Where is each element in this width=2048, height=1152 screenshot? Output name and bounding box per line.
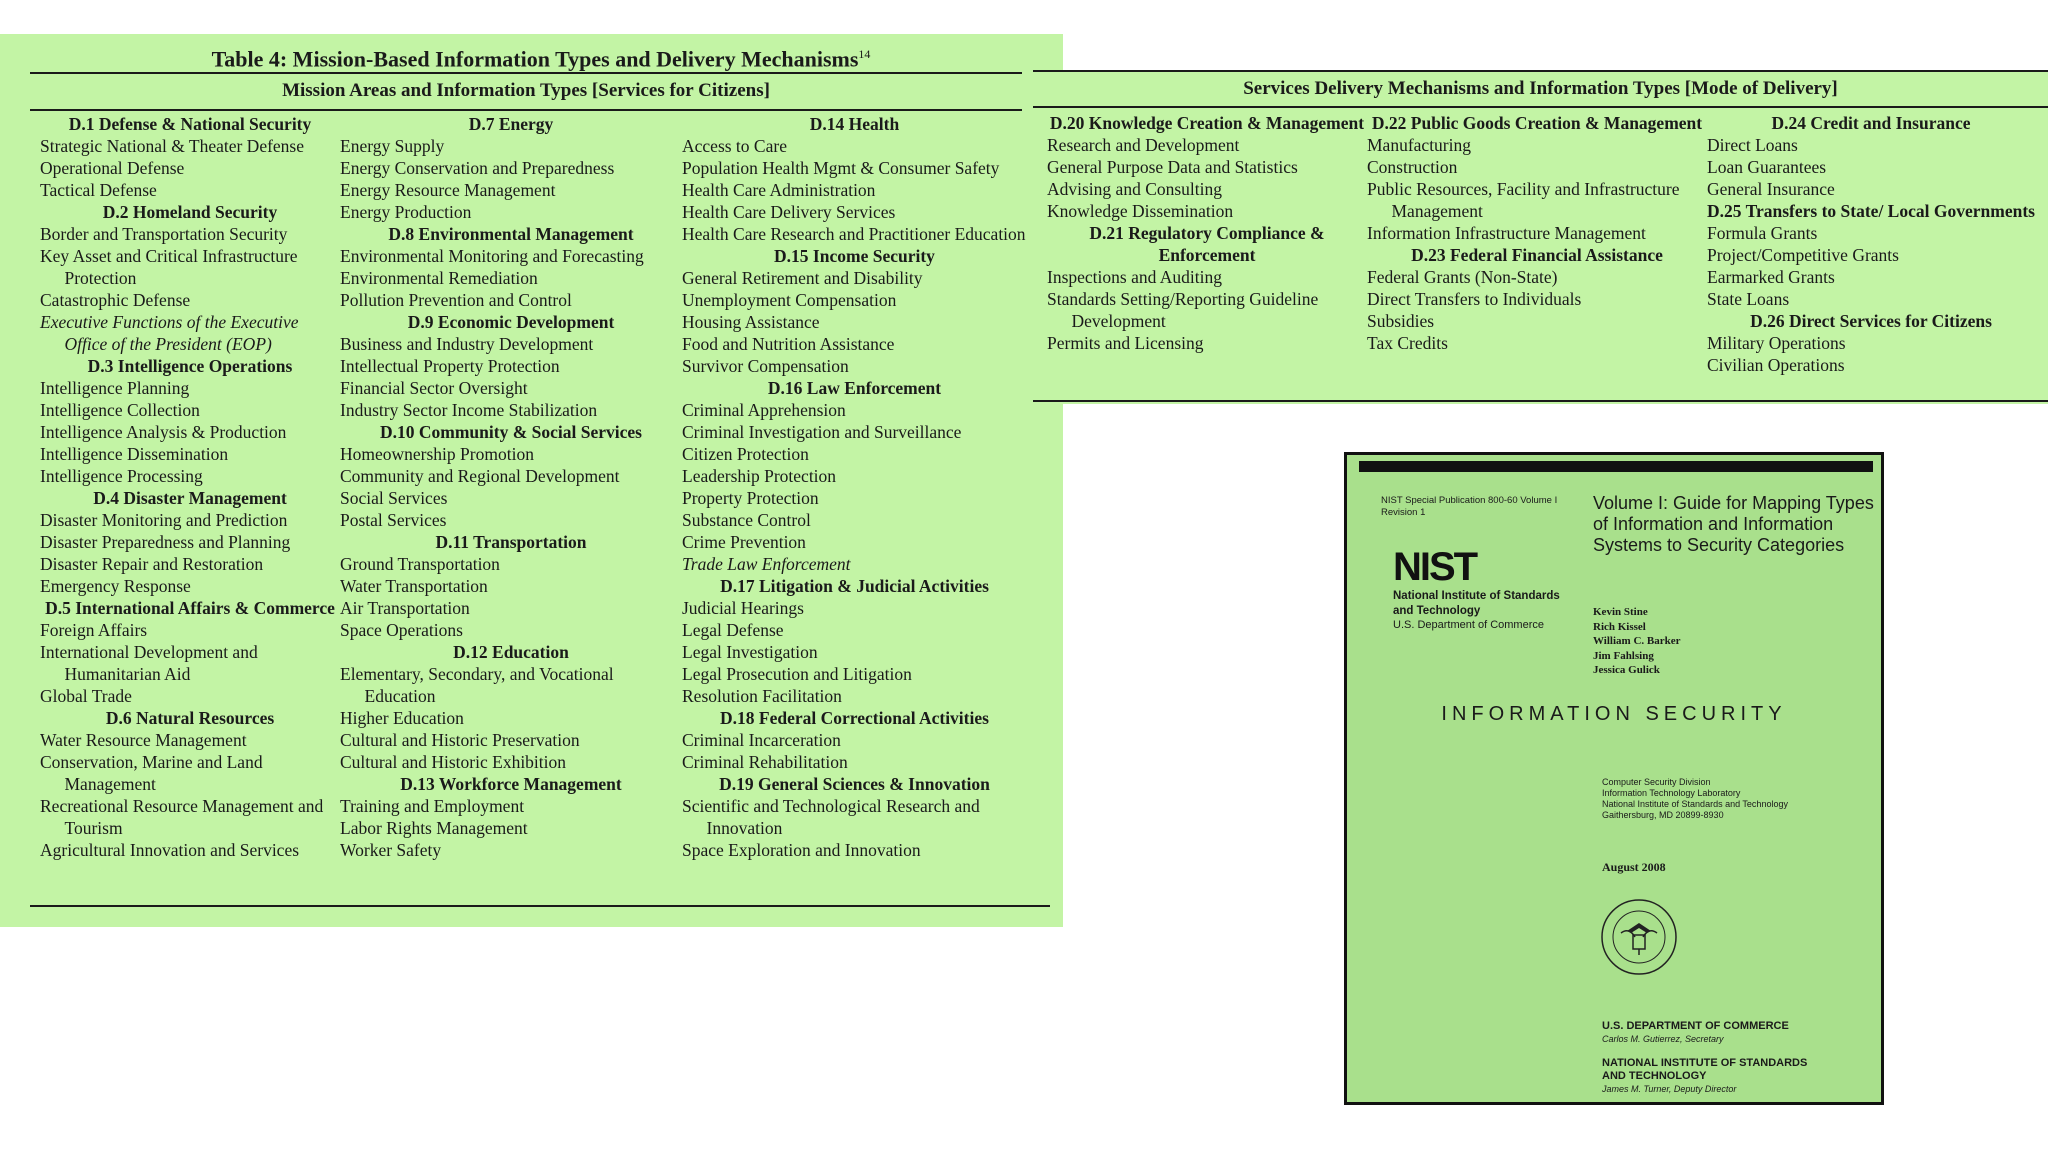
information-type: General Purpose Data and Statistics: [1047, 157, 1298, 177]
information-type: Worker Safety: [340, 840, 442, 860]
information-type: Social Services: [340, 488, 448, 508]
category-heading: D.14 Health: [809, 114, 900, 134]
information-type: Inspections and Auditing: [1047, 267, 1222, 287]
information-type: Health Care Administration: [682, 180, 876, 200]
information-type: Intelligence Planning: [40, 378, 190, 398]
department-heading: U.S. DEPARTMENT OF COMMERCE: [1602, 1020, 1789, 1032]
category-group: [682, 113, 1027, 245]
information-type: Population Health Mgmt & Consumer Safety: [682, 158, 1000, 178]
author-name: Kevin Stine: [1593, 606, 1648, 618]
information-type: Catastrophic Defense: [40, 290, 191, 310]
information-type: Unemployment Compensation: [682, 290, 897, 310]
information-type: International Development and Humanitarian Aid: [40, 642, 258, 684]
information-type: Criminal Incarceration: [682, 730, 841, 750]
department-block: [1602, 1020, 1789, 1046]
information-type: General Insurance: [1707, 179, 1835, 199]
mission-columns: [40, 113, 1040, 861]
category-group: [682, 245, 1027, 377]
information-type: Water Resource Management: [40, 730, 247, 750]
nist-logo: NIST: [1393, 545, 1477, 589]
commerce-seal-icon: [1599, 897, 1679, 977]
division-line: Computer Security Division: [1602, 777, 1711, 787]
information-type: Knowledge Dissemination: [1047, 201, 1234, 221]
information-type: Postal Services: [340, 510, 447, 530]
information-type: Health Care Research and Practitioner Education: [682, 224, 1026, 244]
information-type: Intelligence Analysis & Production: [40, 422, 287, 442]
column: [1707, 112, 2035, 376]
author-list: [1593, 605, 1680, 678]
information-type: Disaster Preparedness and Planning: [40, 532, 291, 552]
information-type: Financial Sector Oversight: [340, 378, 528, 398]
category-group: [40, 113, 340, 201]
category-heading: D.10 Community & Social Services: [380, 422, 642, 442]
volume-title: Volume I: Guide for Mapping Types of Information and Information Systems to Security Categories: [1593, 493, 1874, 555]
publication-series: NIST Special Publication 800-60 Volume I Revision 1: [1381, 495, 1558, 518]
information-type: Construction: [1367, 157, 1458, 177]
column: [340, 113, 682, 861]
category-group: [40, 597, 340, 707]
mission-areas-subtitle: Mission Areas and Information Types [Services for Citizens]: [282, 80, 770, 101]
information-type: Energy Production: [340, 202, 472, 222]
divider: [30, 905, 1050, 907]
information-type: Direct Loans: [1707, 135, 1798, 155]
column: [1047, 112, 1367, 376]
category-group: [1707, 310, 2035, 376]
information-type: Foreign Affairs: [40, 620, 148, 640]
information-type: Global Trade: [40, 686, 132, 706]
institute-heading: NATIONAL INSTITUTE OF STANDARDS AND TECHNOLOGY: [1602, 1057, 1808, 1082]
column: [1367, 112, 1707, 376]
category-heading: D.6 Natural Resources: [105, 708, 275, 728]
information-type: Disaster Monitoring and Prediction: [40, 510, 288, 530]
author-name: Rich Kissel: [1593, 620, 1646, 633]
information-type: Property Protection: [682, 488, 819, 508]
table-title-text: Table 4: Mission-Based Information Types and Delivery Mechanisms: [211, 46, 859, 72]
divider: [30, 109, 1022, 111]
information-type: Cultural and Historic Exhibition: [340, 752, 567, 772]
information-type: Direct Transfers to Individuals: [1367, 289, 1582, 309]
category-heading: D.12 Education: [453, 642, 569, 662]
information-type: Food and Nutrition Assistance: [682, 334, 895, 354]
information-type: Operational Defense: [40, 158, 185, 178]
information-type: Legal Investigation: [682, 642, 818, 662]
delivery-panel: [1033, 70, 2048, 404]
category-heading: D.18 Federal Correctional Activities: [720, 708, 989, 728]
category-group: [340, 223, 682, 311]
information-type: Resolution Facilitation: [682, 686, 842, 706]
department-officer: Carlos M. Gutierrez, Secretary: [1602, 1034, 1724, 1044]
information-type: Energy Resource Management: [340, 180, 556, 200]
category-heading: D.1 Defense & National Security: [68, 114, 312, 134]
information-type: Environmental Remediation: [340, 268, 538, 288]
information-type: Ground Transportation: [340, 554, 500, 574]
author-name: William C. Barker: [1593, 635, 1681, 647]
information-type: Citizen Protection: [682, 444, 809, 464]
divider: [30, 72, 1022, 74]
information-type: Criminal Rehabilitation: [682, 752, 848, 772]
category-group: [682, 773, 1027, 861]
division-address: [1602, 777, 1788, 821]
divider: [1033, 70, 2048, 72]
category-group: [40, 355, 340, 487]
information-type: Judicial Hearings: [682, 598, 804, 618]
information-type: Earmarked Grants: [1707, 267, 1835, 287]
category-group: [340, 113, 682, 223]
category-heading: D.24 Credit and Insurance: [1771, 113, 1971, 133]
information-type: Substance Control: [682, 510, 811, 530]
division-line: Gaithersburg, MD 20899-8930: [1602, 810, 1724, 820]
information-type: Space Operations: [340, 620, 463, 640]
category-group: [1047, 112, 1367, 222]
column: [40, 113, 340, 861]
information-type: Space Exploration and Innovation: [682, 840, 921, 860]
category-heading: D.11 Transportation: [435, 532, 587, 552]
information-type: Training and Employment: [340, 796, 525, 816]
category-group: [1367, 244, 1707, 354]
category-heading: D.21 Regulatory Compliance & Enforcement: [1089, 223, 1325, 265]
information-type: Permits and Licensing: [1047, 333, 1204, 353]
table-title: [30, 38, 1052, 75]
information-type: Executive Functions of the Executive Office of the President (EOP): [40, 312, 299, 354]
information-type: Intellectual Property Protection: [340, 356, 560, 376]
category-group: [1367, 112, 1707, 244]
information-type: Project/Competitive Grants: [1707, 245, 1899, 265]
information-type: Disaster Repair and Restoration: [40, 554, 264, 574]
category-group: [682, 707, 1027, 773]
information-type: Formula Grants: [1707, 223, 1818, 243]
publication-date: August 2008: [1602, 860, 1666, 874]
information-type: Subsidies: [1367, 311, 1435, 331]
information-type: Health Care Delivery Services: [682, 202, 896, 222]
category-heading: D.23 Federal Financial Assistance: [1411, 245, 1663, 265]
divider: [1033, 106, 2048, 108]
category-heading: D.9 Economic Development: [407, 312, 615, 332]
information-type: Industry Sector Income Stabilization: [340, 400, 598, 420]
footnote-marker: 14: [858, 47, 871, 61]
information-type: Pollution Prevention and Control: [340, 290, 572, 310]
category-group: [40, 201, 340, 355]
institute-block: [1602, 1057, 1832, 1096]
category-group: [340, 311, 682, 421]
information-type: Leadership Protection: [682, 466, 837, 486]
information-type: Environmental Monitoring and Forecasting: [340, 246, 644, 266]
information-type: State Loans: [1707, 289, 1790, 309]
category-heading: D.8 Environmental Management: [388, 224, 634, 244]
information-type: Access to Care: [682, 136, 787, 156]
information-type: Federal Grants (Non-State): [1367, 267, 1558, 287]
author-name: Jim Fahlsing: [1593, 649, 1654, 662]
information-type: Standards Setting/Reporting Guideline Development: [1047, 289, 1319, 331]
information-type: Military Operations: [1707, 333, 1846, 353]
information-type: Labor Rights Management: [340, 818, 528, 838]
information-type: Housing Assistance: [682, 312, 820, 332]
information-type: Research and Development: [1047, 135, 1240, 155]
category-group: [340, 641, 682, 773]
category-group: [1047, 222, 1367, 354]
information-type: Elementary, Secondary, and Vocational Education: [340, 664, 614, 706]
information-type: Legal Defense: [682, 620, 784, 640]
category-heading: D.2 Homeland Security: [102, 202, 278, 222]
nist-publication-cover: [1344, 452, 1884, 1105]
information-type: Trade Law Enforcement: [682, 554, 851, 574]
information-type: General Retirement and Disability: [682, 268, 923, 288]
category-heading: D.7 Energy: [468, 114, 554, 134]
category-group: [340, 773, 682, 861]
information-type: Tactical Defense: [40, 180, 157, 200]
information-type: Loan Guarantees: [1707, 157, 1827, 177]
category-heading: D.5 International Affairs & Commerce: [45, 598, 335, 618]
division-line: Information Technology Laboratory: [1602, 788, 1741, 798]
category-heading: D.15 Income Security: [774, 246, 935, 266]
information-type: Manufacturing: [1367, 135, 1471, 155]
column: [682, 113, 1027, 861]
category-heading: D.16 Law Enforcement: [767, 378, 942, 398]
information-type: Energy Supply: [340, 136, 445, 156]
information-type: Energy Conservation and Preparedness: [340, 158, 615, 178]
category-heading: D.22 Public Goods Creation & Management: [1371, 113, 1703, 133]
category-heading: D.26 Direct Services for Citizens: [1750, 311, 1992, 331]
information-type: Key Asset and Critical Infrastructure Protection: [40, 246, 298, 288]
information-type: Survivor Compensation: [682, 356, 849, 376]
information-type: Intelligence Processing: [40, 466, 203, 486]
category-group: [682, 575, 1027, 707]
information-type: Agricultural Innovation and Services: [40, 840, 300, 860]
category-group: [40, 487, 340, 597]
information-type: Border and Transportation Security: [40, 224, 288, 244]
category-heading: D.4 Disaster Management: [93, 488, 287, 508]
information-type: Crime Prevention: [682, 532, 806, 552]
information-type: Higher Education: [340, 708, 464, 728]
category-group: [1707, 200, 2035, 310]
author-name: Jessica Gulick: [1593, 664, 1660, 676]
information-type: Criminal Investigation and Surveillance: [682, 422, 962, 442]
information-type: Water Transportation: [340, 576, 488, 596]
department-name: U.S. Department of Commerce: [1393, 619, 1544, 631]
category-heading: D.17 Litigation & Judicial Activities: [720, 576, 989, 596]
information-type: Business and Industry Development: [340, 334, 594, 354]
category-heading: D.3 Intelligence Operations: [87, 356, 293, 376]
information-type: Legal Prosecution and Litigation: [682, 664, 912, 684]
category-heading: D.20 Knowledge Creation & Management: [1049, 113, 1365, 133]
category-group: [682, 377, 1027, 575]
table-4-panel: [0, 34, 1063, 927]
category-group: [1707, 112, 2035, 200]
information-type: Strategic National & Theater Defense: [40, 136, 305, 156]
category-heading: D.25 Transfers to State/ Local Governments: [1707, 201, 2035, 221]
category-group: [340, 531, 682, 641]
institute-name: National Institute of Standards and Technology: [1393, 590, 1560, 617]
information-type: Scientific and Technological Research and Innovation: [682, 796, 980, 838]
information-type: Advising and Consulting: [1047, 179, 1223, 199]
information-type: Criminal Apprehension: [682, 400, 846, 420]
information-type: Recreational Resource Management and Tourism: [40, 796, 324, 838]
information-type: Homeownership Promotion: [340, 444, 534, 464]
information-type: Community and Regional Development: [340, 466, 620, 486]
information-type: Intelligence Dissemination: [40, 444, 229, 464]
category-group: [340, 421, 682, 531]
delivery-columns: [1047, 112, 2042, 376]
information-type: Civilian Operations: [1707, 355, 1845, 375]
information-type: Intelligence Collection: [40, 400, 200, 420]
cover-top-bar: [1359, 461, 1873, 472]
information-type: Conservation, Marine and Land Management: [40, 752, 263, 794]
information-type: Tax Credits: [1367, 333, 1448, 353]
delivery-title: Services Delivery Mechanisms and Information Types [Mode of Delivery]: [1243, 78, 1838, 99]
divider: [1033, 400, 2048, 402]
subject-heading: INFORMATION SECURITY: [1441, 703, 1787, 725]
information-type: Information Infrastructure Management: [1367, 223, 1646, 243]
category-heading: D.13 Workforce Management: [400, 774, 622, 794]
category-heading: D.19 General Sciences & Innovation: [719, 774, 990, 794]
information-type: Air Transportation: [340, 598, 470, 618]
information-type: Public Resources, Facility and Infrastructure Management: [1367, 179, 1680, 221]
category-group: [40, 707, 340, 861]
division-line: National Institute of Standards and Technology: [1602, 799, 1788, 809]
information-type: Cultural and Historic Preservation: [340, 730, 580, 750]
information-type: Emergency Response: [40, 576, 191, 596]
institute-officer: James M. Turner, Deputy Director: [1602, 1084, 1737, 1094]
